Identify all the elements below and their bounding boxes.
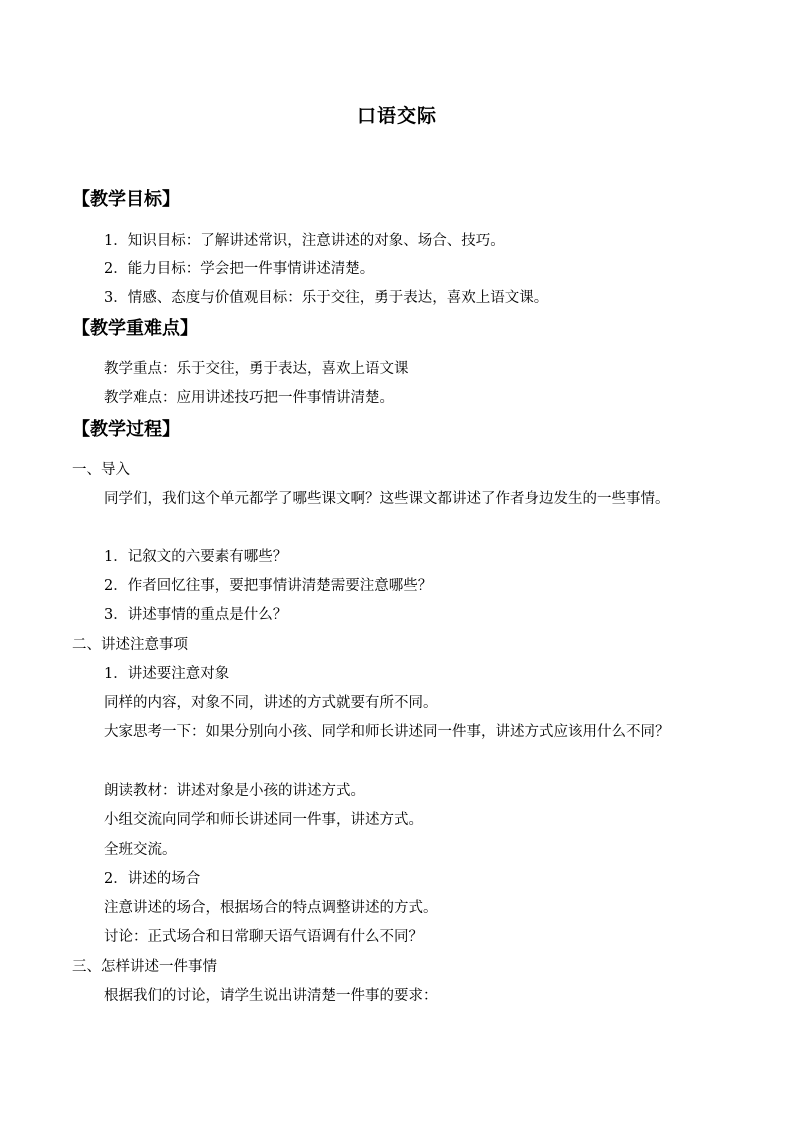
intro-question-3: 3．讲述事情的重点是什么？ <box>104 607 288 623</box>
intro-paragraph: 同学们，我们这个单元都学了哪些课文啊？这些课文都讲述了作者身边发生的一些事情。 <box>104 491 670 507</box>
part-title-intro: 一、导入 <box>72 462 130 478</box>
section-heading-goals: 【教学目标】 <box>72 189 180 210</box>
notes-subtitle-audience: 1．讲述要注意对象 <box>104 666 230 682</box>
keypoint-focus: 教学重点：乐于交往，勇于表达，喜欢上语文课 <box>104 361 409 377</box>
notes-read-line: 朗读教材：讲述对象是小孩的讲述方式。 <box>104 783 365 799</box>
goal-item-1: 1．知识目标：了解讲述常识，注意讲述的对象、场合、技巧。 <box>104 233 505 249</box>
part-title-notes: 二、讲述注意事项 <box>72 637 188 653</box>
notes-discuss-line: 讨论：正式场合和日常聊天语气语调有什么不同？ <box>104 929 423 945</box>
notes-think-paragraph: 大家思考一下：如果分别向小孩、同学和师长讲述同一件事，讲述方式应该用什么不同？ <box>104 724 670 740</box>
section-heading-keypoints: 【教学重难点】 <box>72 318 198 339</box>
intro-question-1: 1．记叙文的六要素有哪些？ <box>104 549 288 565</box>
notes-subtitle-occasion: 2．讲述的场合 <box>104 871 201 887</box>
how-line-1: 根据我们的讨论，请学生说出讲清楚一件事的要求： <box>104 988 438 1004</box>
part-title-how: 三、怎样讲述一件事情 <box>72 959 217 975</box>
notes-group-line: 小组交流向同学和师长讲述同一件事，讲述方式。 <box>104 812 423 828</box>
section-heading-process: 【教学过程】 <box>72 419 180 440</box>
notes-class-line: 全班交流。 <box>104 842 177 858</box>
intro-question-2: 2．作者回忆往事，要把事情讲清楚需要注意哪些？ <box>104 578 433 594</box>
goal-item-2: 2．能力目标：学会把一件事情讲述清楚。 <box>104 261 375 277</box>
page-title: 口语交际 <box>356 105 437 127</box>
keypoint-difficulty: 教学难点：应用讲述技巧把一件事情讲清楚。 <box>104 390 394 406</box>
notes-occasion-line: 注意讲述的场合，根据场合的特点调整讲述的方式。 <box>104 900 438 916</box>
notes-audience-line: 同样的内容，对象不同，讲述的方式就要有所不同。 <box>104 695 438 711</box>
goal-item-3: 3．情感、态度与价值观目标：乐于交往，勇于表达，喜欢上语文课。 <box>104 290 549 306</box>
